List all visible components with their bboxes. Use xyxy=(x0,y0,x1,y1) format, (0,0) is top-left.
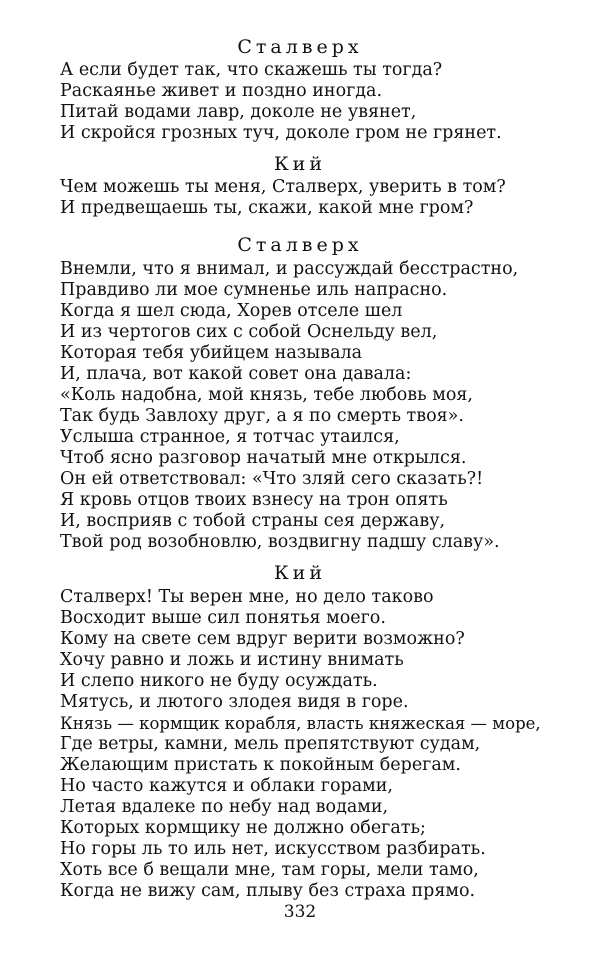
verse-line: Питай водами лавр, доколе не увянет, xyxy=(60,102,417,122)
verse-line: Князь — кормщик корабля, власть княжеская — море, xyxy=(60,714,541,733)
verse-line: Когда не вижу сам, плыву без страха прямо. xyxy=(60,881,476,901)
verse-line: Восходит выше сил понятья моего. xyxy=(60,608,386,628)
verse-line: И предвещаешь ты, скажи, какой мне гром? xyxy=(60,198,474,218)
verse-line: Но горы ль то иль нет, искусством разбирать. xyxy=(60,839,486,859)
speaker-name: Кий xyxy=(273,153,327,175)
verse-line: Так будь Завлоху друг, а я по смерть твоя». xyxy=(60,406,464,426)
verse-line: Он ей ответствовал: «Что зляй сего сказать?! xyxy=(60,469,484,489)
verse-line: Твой род возобновлю, воздвигну падшу славу». xyxy=(60,532,500,552)
verse-line: Услыша странное, я тотчас утаился, xyxy=(60,427,400,447)
verse-line: Внемли, что я внимал, и рассуждай бесстрастно, xyxy=(60,259,519,279)
verse-line: И из чертогов сих с собой Оснельду вел, xyxy=(60,322,438,342)
speaker-name: Кий xyxy=(273,562,327,584)
verse-line: Где ветры, камни, мель препятствуют судам, xyxy=(60,734,481,754)
verse-line: Кому на свете сем вдруг верити возможно? xyxy=(60,629,465,649)
verse-line: Которых кормщику не должно обегать; xyxy=(60,818,426,838)
verse-line: Летая вдалеке по небу над водами, xyxy=(60,797,389,817)
verse-line: Я кровь отцов твоих взнесу на трон опять xyxy=(60,490,448,510)
verse-line: Хочу равно и ложь и истину внимать xyxy=(60,650,404,670)
verse-line: Мятусь, и лютого злодея видя в горе. xyxy=(60,692,409,712)
verse-line: Хоть все б вещали мне, там горы, мели тамо, xyxy=(60,860,479,880)
verse-line: И скройся грозных туч, доколе гром не грянет. xyxy=(60,123,502,143)
verse-line: «Коль надобна, мой князь, тебе любовь моя, xyxy=(60,385,473,405)
verse-line: Чтоб ясно разговор начатый мне открылся. xyxy=(60,448,467,468)
verse-line: Которая тебя убийцем называла xyxy=(60,343,363,363)
verse-line: Чем можешь ты меня, Сталверх, уверить в том? xyxy=(60,177,506,197)
verse-line: Но часто кажутся и облаки горами, xyxy=(60,776,393,796)
speaker-name: Сталверх xyxy=(237,36,363,58)
verse-line: И, плача, вот какой совет она давала: xyxy=(60,364,412,384)
verse-line: Когда я шел сюда, Хорев отселе шел xyxy=(60,301,403,321)
verse-line: И слепо никого не буду осуждать. xyxy=(60,671,378,691)
verse-line: А если будет так, что скажешь ты тогда? xyxy=(60,60,443,80)
verse-line: Раскаянье живет и поздно иногда. xyxy=(60,81,383,101)
verse-line: Желающим пристать к покойным берегам. xyxy=(60,755,461,775)
speaker-name: Сталверх xyxy=(237,234,363,256)
verse-line: Сталверх! Ты верен мне, но дело таково xyxy=(60,587,434,607)
verse-line: Правдиво ли мое сумненье иль напрасно. xyxy=(60,280,448,300)
verse-line: И, восприяв с тобой страны сея державу, xyxy=(60,511,446,531)
page-number: 332 xyxy=(283,902,317,922)
